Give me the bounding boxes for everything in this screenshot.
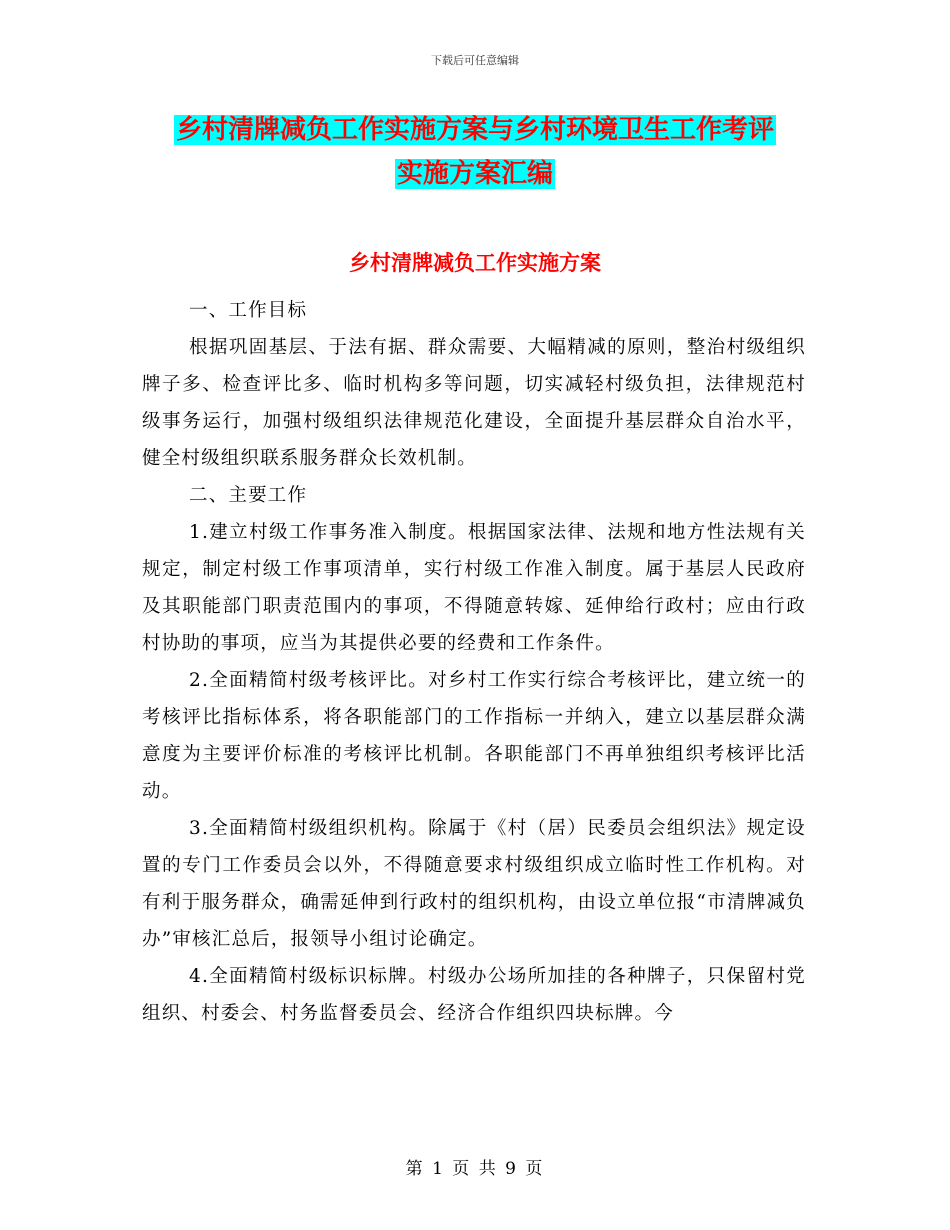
page-header-note: 下载后可任意编辑 — [431, 54, 519, 67]
heading-work-goal: 一、工作目标 — [189, 300, 308, 321]
heading-main-work: 二、主要工作 — [189, 485, 308, 506]
paragraph: 4.全面精简村级标识标牌。村级办公场所加挂的各种牌子，只保留村党组织、村委会、村务监督委员会、经济合作组织四块标牌。今 — [142, 966, 806, 1024]
document-title-line-2-text: 实施方案汇编 — [396, 159, 553, 189]
document-title-line-1-text: 乡村清牌减负工作实施方案与乡村环境卫生工作考评 — [175, 115, 774, 145]
document-title-line-2 — [0, 156, 950, 192]
page-footer-indicator: 第 1 页 共 9 页 — [405, 1159, 545, 1179]
document-body — [142, 292, 806, 1032]
paragraph: 1.建立村级工作事务准入制度。根据国家法律、法规和地方性法规有关规定，制定村级工作事项清单，实行村级工作准入制度。属于基层人民政府及其职能部门职责范围内的事项，不得随意转嫁、延伸给行政村；应由行政村协助的事项，应当为其提供必要的经费和工作条件。 — [142, 522, 806, 654]
paragraph: 根据巩固基层、于法有据、群众需要、大幅精减的原则，整治村级组织牌子多、检查评比多、临时机构多等问题，切实减轻村级负担，法律规范村级事务运行，加强村级组织法律规范化建设，全面提升基层群众自治水平，健全村级组织联系服务群众长效机制。 — [142, 337, 806, 469]
paragraph: 3.全面精简村级组织机构。除属于《村（居）民委员会组织法》规定设置的专门工作委员会以外，不得随意要求村级组织成立临时性工作机构。对有利于服务群众，确需延伸到行政村的组织机构，由设立单位报“市清牌减负办”审核汇总后，报领导小组讨论确定。 — [142, 818, 806, 950]
document-title-line-1 — [0, 112, 950, 148]
section-title: 乡村清牌减负工作实施方案 — [349, 250, 601, 275]
paragraph: 2.全面精简村级考核评比。对乡村工作实行综合考核评比，建立统一的考核评比指标体系，将各职能部门的工作指标一并纳入，建立以基层群众满意度为主要评价标准的考核评比机制。各职能部门不再单独组织考核评比活动。 — [142, 670, 806, 802]
